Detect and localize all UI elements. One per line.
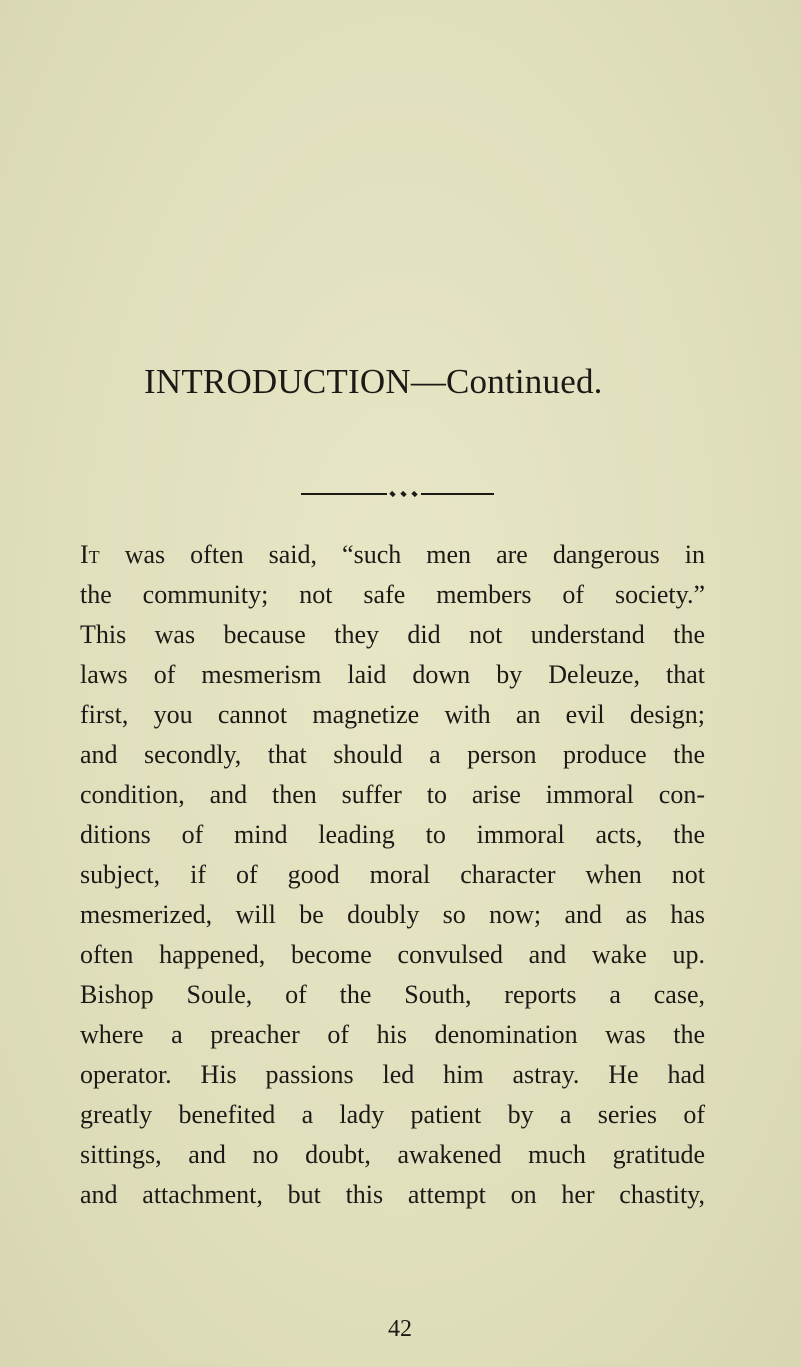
text-line: often happened, become convulsed and wake up. [80, 940, 705, 969]
text-line-1 [80, 535, 705, 575]
text-line: first, you cannot magnetize with an evil design; [80, 700, 705, 729]
text-line: sittings, and no doubt, awakened much gratitude [80, 1140, 705, 1169]
text-line: and secondly, that should a person produce the [80, 740, 705, 769]
body-paragraph [80, 535, 705, 1215]
text-line: condition, and then suffer to arise immoral con- [80, 780, 705, 809]
text-line: Bishop Soule, of the South, reports a case, [80, 980, 705, 1009]
text-line: ditions of mind leading to immoral acts, the [80, 820, 705, 849]
text-line: laws of mesmerism laid down by Deleuze, that [80, 660, 705, 689]
rule-line-right [421, 493, 494, 495]
text-line: the community; not safe members of society.” [80, 580, 705, 609]
text-line: where a preacher of his denomination was the [80, 1020, 705, 1049]
page-number: 42 [388, 1316, 412, 1342]
rule-diamond [411, 491, 417, 497]
text-line: and attachment, but this attempt on her chastity, [80, 1180, 705, 1209]
text-line-1-rest: was often said, “such men are dangerous in [99, 540, 705, 569]
text-line: This was because they did not understand the [80, 620, 705, 649]
ornamental-rule [301, 492, 494, 496]
page-heading: INTRODUCTION—Continued. [144, 362, 603, 401]
text-line: greatly benefited a lady patient by a series of [80, 1100, 705, 1129]
text-line: subject, if of good moral character when not [80, 860, 705, 889]
text-line: operator. His passions led him astray. He had [80, 1060, 705, 1089]
text-line: mesmerized, will be doubly so now; and as has [80, 900, 705, 929]
rule-diamond [400, 491, 406, 497]
rule-line-left [301, 493, 387, 495]
paragraph-lead-word: It [80, 540, 100, 569]
rule-diamond [389, 491, 395, 497]
